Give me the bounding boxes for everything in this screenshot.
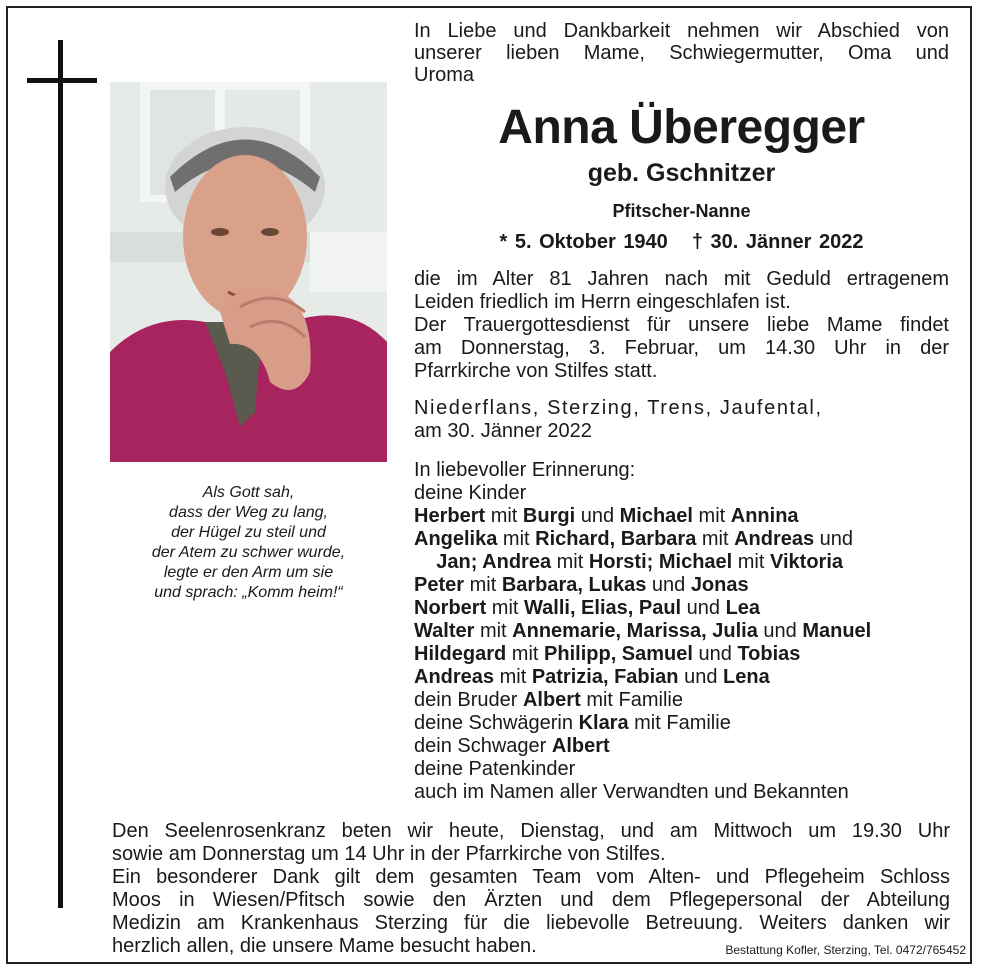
family-line bbox=[414, 482, 949, 505]
poem-line: Als Gott sah, bbox=[202, 484, 295, 501]
passing-line: Leiden friedlich im Herrn eingeschlafen ist. bbox=[414, 291, 791, 313]
family-text: mit bbox=[732, 551, 770, 573]
birth-date: * 5. Oktober 1940 bbox=[499, 231, 668, 253]
family-text: mit bbox=[497, 528, 536, 550]
family-name: Lea bbox=[725, 597, 761, 619]
family-name: Hildegard bbox=[414, 643, 507, 665]
family-line bbox=[414, 574, 949, 597]
family-name: Horsti; Michael bbox=[588, 551, 733, 573]
family-text: und bbox=[692, 643, 738, 665]
family-name: Patrizia, Fabian bbox=[531, 666, 679, 688]
family-name: Viktoria bbox=[770, 551, 843, 573]
family-list bbox=[414, 459, 949, 804]
place-line: Niederflans, Sterzing, Trens, Jaufental, bbox=[414, 397, 823, 419]
family-text: mit bbox=[486, 597, 525, 619]
family-text: dein Bruder bbox=[414, 689, 523, 711]
family-name: Andreas bbox=[734, 528, 815, 550]
family-name: Michael bbox=[619, 505, 693, 527]
family-name: Peter bbox=[414, 574, 465, 596]
poem bbox=[110, 483, 387, 603]
family-line bbox=[414, 689, 949, 712]
family-name: Andreas bbox=[414, 666, 495, 688]
family-text: deine Schwägerin bbox=[414, 712, 579, 734]
deceased-name: Anna Überegger bbox=[498, 101, 865, 154]
family-text: mit bbox=[506, 643, 545, 665]
family-text: mit Familie bbox=[580, 689, 683, 711]
family-text: mit bbox=[696, 528, 735, 550]
family-name: Annemarie, Marissa, Julia bbox=[512, 620, 758, 642]
intro-text bbox=[414, 20, 949, 86]
family-text: mit bbox=[485, 505, 523, 527]
family-text: deine Patenkinder bbox=[414, 758, 576, 780]
passing-line: die im Alter 81 Jahren nach mit Geduld ertragenem bbox=[414, 268, 949, 290]
family-name: Barbara, Lukas bbox=[501, 574, 647, 596]
family-line bbox=[414, 712, 949, 735]
portrait-photo bbox=[110, 82, 387, 462]
family-text: mit bbox=[551, 551, 589, 573]
family-name: Albert bbox=[522, 689, 581, 711]
family-line bbox=[414, 758, 949, 781]
family-text: deine Kinder bbox=[414, 482, 527, 504]
family-text: und bbox=[646, 574, 691, 596]
death-date: † 30. Jänner 2022 bbox=[691, 231, 864, 253]
family-text: In liebevoller Erinnerung: bbox=[414, 459, 636, 481]
place-date bbox=[414, 397, 949, 443]
closing-line: Den Seelenrosenkranz beten wir heute, Dienstag, und am Mittwoch um 19.30 Uhr bbox=[112, 820, 950, 842]
nickname: Pfitscher-Nanne bbox=[612, 201, 751, 221]
closing-line: Moos in Wiesen/Pfitsch sowie den Ärzten und dem Pflegepersonal der Abteilung bbox=[112, 889, 950, 911]
family-text: und bbox=[757, 620, 803, 642]
family-name: Lena bbox=[723, 666, 770, 688]
family-text: mit bbox=[464, 574, 502, 596]
family-line bbox=[414, 620, 949, 643]
family-line bbox=[414, 735, 949, 758]
closing-line: Ein besonderer Dank gilt dem gesamten Team vom Alten- und Pflegeheim Schloss bbox=[112, 866, 950, 888]
passing-line: am Donnerstag, 3. Februar, um 14.30 Uhr in der bbox=[414, 337, 949, 359]
family-name: Walter bbox=[414, 620, 475, 642]
family-text: mit bbox=[474, 620, 513, 642]
family-name: Jan; Andrea bbox=[414, 551, 552, 573]
family-line bbox=[414, 505, 949, 528]
passing-line: Pfarrkirche von Stilfes statt. bbox=[414, 360, 658, 382]
cross-icon bbox=[58, 40, 63, 908]
intro-line: Uroma bbox=[414, 64, 475, 86]
family-name: Philipp, Samuel bbox=[544, 643, 693, 665]
passing-text bbox=[414, 268, 949, 383]
family-name: Herbert bbox=[414, 505, 486, 527]
family-text: auch im Namen aller Verwandten und Bekannten bbox=[414, 781, 849, 803]
family-text: und bbox=[681, 597, 726, 619]
family-line bbox=[414, 781, 949, 804]
family-line bbox=[414, 666, 949, 689]
family-text: mit Familie bbox=[628, 712, 731, 734]
family-line bbox=[414, 643, 949, 666]
poem-line: legte er den Arm um sie bbox=[163, 564, 334, 581]
closing-line: sowie am Donnerstag um 14 Uhr in der Pfarrkirche von Stilfes. bbox=[112, 843, 666, 865]
intro-line: In Liebe und Dankbarkeit nehmen wir Abschied von bbox=[414, 20, 949, 42]
family-name: Richard, Barbara bbox=[535, 528, 697, 550]
closing-line: Medizin am Krankenhaus Sterzing für die liebevolle Betreuung. Weiters danken wir bbox=[112, 912, 950, 934]
family-text: und bbox=[575, 505, 620, 527]
family-name: Angelika bbox=[414, 528, 498, 550]
family-text: und bbox=[678, 666, 724, 688]
family-text: dein Schwager bbox=[414, 735, 552, 757]
family-text: mit bbox=[494, 666, 532, 688]
family-name: Klara bbox=[578, 712, 629, 734]
family-line bbox=[414, 597, 949, 620]
family-name: Annina bbox=[730, 505, 799, 527]
closing-line: herzlich allen, die unsere Mame besucht haben. bbox=[112, 935, 537, 957]
life-dates bbox=[414, 230, 949, 254]
birth-name: geb. Gschnitzer bbox=[587, 159, 776, 187]
date-line: am 30. Jänner 2022 bbox=[414, 420, 592, 442]
family-name: Burgi bbox=[522, 505, 576, 527]
poem-line: der Atem zu schwer wurde, bbox=[151, 544, 346, 561]
family-text: mit bbox=[692, 505, 731, 527]
family-name: Tobias bbox=[737, 643, 801, 665]
family-name: Albert bbox=[551, 735, 610, 757]
family-line bbox=[414, 459, 949, 482]
funeral-home-credit: Bestattung Kofler, Sterzing, Tel. 0472/765452 bbox=[725, 943, 966, 957]
family-name: Norbert bbox=[414, 597, 487, 619]
cross-icon-bar bbox=[27, 78, 97, 83]
poem-line: der Hügel zu steil und bbox=[171, 524, 326, 541]
passing-line: Der Trauergottesdienst für unsere liebe Mame findet bbox=[414, 314, 949, 336]
family-name: Walli, Elias, Paul bbox=[524, 597, 682, 619]
family-name: Manuel bbox=[802, 620, 872, 642]
family-name: Jonas bbox=[690, 574, 749, 596]
family-line bbox=[414, 551, 949, 574]
closing-text bbox=[112, 820, 950, 958]
family-line bbox=[414, 528, 949, 551]
intro-line: unserer lieben Mame, Schwiegermutter, Oma und bbox=[414, 42, 949, 64]
family-text: und bbox=[814, 528, 854, 550]
poem-line: und sprach: „Komm heim!“ bbox=[154, 584, 343, 601]
poem-line: dass der Weg zu lang, bbox=[169, 504, 328, 521]
